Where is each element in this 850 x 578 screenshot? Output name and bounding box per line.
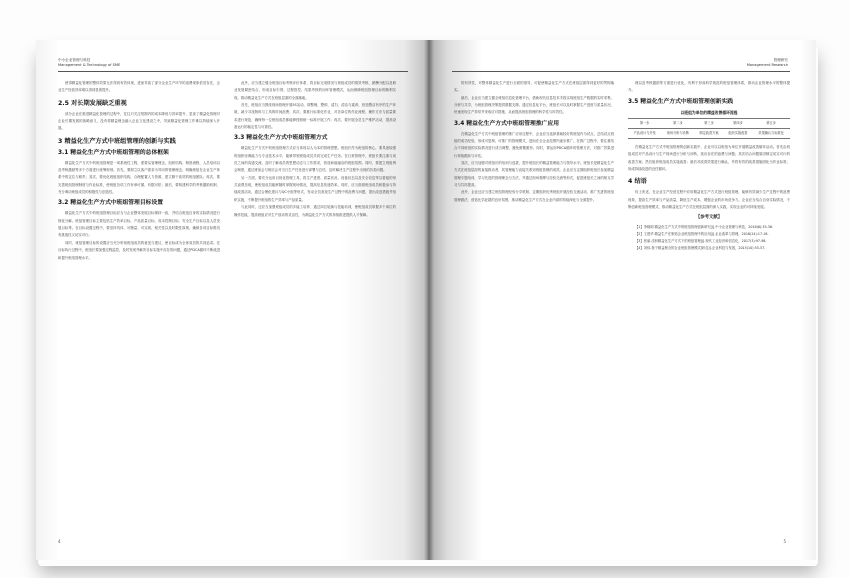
table-row [628, 119, 790, 129]
body-paragraph: 同时，班组管理目标的设置应当充分听取班组成员的意见与建议，使目标成为全体成员的共同追求。在目标执行过程中，班组长要加强过程监控，及时发现并解决目标实施中存在的问题，通过PDCA循环不断改进和提升班组管理水平。 [58, 240, 220, 260]
left-page-number: 4 [58, 539, 61, 544]
right-column-2 [628, 80, 790, 252]
body-paragraph: 最后，企业应当建立健全班组信息化管理平台，借助现代信息技术手段实现班组生产数据的实时采集、分析与共享，为班组管理决策提供数据支撑。通过信息化平台，班组长可以及时掌握生产进度与质量状况，快速发现生产异常并采取应对措施，从而提高班组管理的科学性与时效性。 [454, 95, 614, 115]
table-row [628, 129, 790, 139]
body-paragraph: 使得精益化管理的整体效果无法得到有效体现，进而导致了部分企业生产环节的浪费现象依旧存在，企业生产经营效率难以得到显著提升。 [58, 81, 220, 93]
table-cell: 第二步 [661, 119, 694, 129]
right-column-1 [454, 80, 614, 204]
table-cell: 组织实施改善 [723, 129, 752, 139]
reference-entry: 【1】李晓明.精益化生产方式中的班组管理创新研究[J].中小企业管理与科技，2018(6):35-36. [635, 224, 774, 229]
reference-entry: 【3】张丽.浅析精益化生产方式下的班组管理[J].现代工业经济和信息化，2017(3):97-98. [635, 238, 767, 243]
left-header-rule [58, 71, 408, 72]
body-paragraph: 此外，应当建立健全班组目标考核评价体系，将目标完成情况与班组成员的绩效考核、薪酬分配以及职业发展紧密结合，形成目标引领、过程管控、结果考核的闭环管理模式，从而保障班组管理目标的顺利实现，推动精益化生产方式在班组层面的全面落地。 [234, 81, 396, 100]
journal-title-cn: 中小企业管理与科技 [58, 58, 91, 62]
table-cell: 第五步 [752, 119, 790, 129]
body-paragraph: 另一方面，要充分运用目视化管理工具，将生产进度、质量状况、设备状态以及安全信息等以看板的形式直观呈现，使班组成员能够随时掌握现场情况，提高信息传递效率。同时，应当鼓励班组成员积极参与持续改善活动，通过合理化建议与QC小组等形式，发动全员查找生产过程中的浪费与问题，提出改进措施并组织实施，不断提升班组的生产效率与产品质量。 [234, 175, 396, 202]
left-running-head [58, 58, 120, 68]
table-cell: 现场分析与诊断 [661, 129, 694, 139]
section-heading: 2.5 对长期发展缺乏重视 [58, 99, 127, 107]
body-paragraph: 精益化生产方式中的班组管理是一项系统性工程，需要从管理理念、组织结构、制度流程、人员培训以及考核激励等多个方面进行统筹规划。首先，要树立以客户需求为导向的管理理念，明确班组在企业生产体系中的定位与职责；其次，要优化班组组织结构，合理配置人力资源，建立精干高效的班组团队；再次，要完善班组管理制度与作业标准，使班组各项工作有章可循、有据可依；最后，要构建科学的考核激励机制，充分调动班组成员的积极性与创造性。 [58, 160, 220, 195]
reference-entry: 【2】王建华.精益生产在制造企业班组管理中的应用[J].企业改革与管理，2016(24):17-18. [635, 231, 769, 236]
left-page [36, 40, 428, 560]
right-page-number: 5 [783, 539, 786, 544]
body-paragraph: 此外，企业还应当建立班组管理经验分享机制，定期组织优秀班组开展经验交流活动，推广先进的班组管理做法，营造比学赶超的良好氛围，推动精益化生产方式在企业内部的持续深化与全面提升。 [454, 190, 614, 202]
book-spine-gutter [424, 40, 434, 560]
body-paragraph: 理以及考核激励等方面进行优化，有利于形成科学规范的班组管理体系，推动企业管理水平的整体提升。 [628, 81, 790, 93]
body-paragraph: 部分企业在推进精益化管理的过程中，往往只关注短期内的成本降低与效率提升，忽视了精益化管理对企业长期发展的战略意义，没有将精益理念融入企业文化建设之中，导致精益化管理工作难以持续深入开展。 [58, 111, 220, 131]
body-paragraph: 其次，应当加强对班组长的培训与选拔，提升班组长的精益管理能力与领导水平。班组长是精益化生产方式在班组层面的直接推动者，其管理能力直接关系到班组管理的成效。企业应当定期组织班组长参加精益管理专题培训，学习先进的管理理念与方法，并通过现场观摩与经验交流等形式，促进班组长之间的相互学习与共同提高。 [454, 161, 614, 188]
body-paragraph: 的有效性，对整体精益化生产进行全面的指导，可促使精益化生产方式在班组层面得到更好的贯彻落实。 [454, 81, 614, 93]
subsection-heading: 3.5 精益化生产方式中班组管理创新实践 [628, 98, 734, 105]
table-cell: 制定改善方案 [695, 129, 724, 139]
body-paragraph: 在精益化生产方式中班组管理的推广应用过程中，企业应当选择基础较好的班组作为试点，总结试点班组的成功经验，形成可复制、可推广的管理模式，进而在全企业范围内逐步推广。在推广过程中，要注重结合不同班组的实际情况进行适当调整，避免照搬照抄。同时，要运用PDCA循环的管理方法，对推广效果进行持续跟踪与评估。 [454, 131, 614, 158]
reference-entry: 【4】刘伟.基于精益理念的企业班组管理模式探讨[J].企业科技与发展，2015(10):55-57. [635, 245, 766, 250]
left-column-2 [234, 80, 396, 219]
body-paragraph: 与此同时，还应当加强班组成员的多能工培养，通过岗位轮换与技能培训，使班组成员掌握多个岗位的操作技能，提高班组应对生产波动的灵活性，为精益化生产方式的持续推进提供人才保障。 [234, 205, 396, 217]
right-header-rule [452, 71, 790, 72]
subsection-heading: 3.4 精益化生产方式中班组管理推广应用 [454, 120, 560, 127]
table-cell: 第四步 [723, 119, 752, 129]
right-running-head [747, 58, 788, 68]
subsection-heading: 3.1 精益化生产方式中班组管理的总体框架 [58, 149, 169, 156]
section-title-en: Management Research [746, 63, 788, 67]
body-paragraph: 在精益化生产方式中班组管理的创新实践中，企业可以以班组为单位开展精益改善循环活动。首先由班组成员对产品设计与生产现场进行分析与诊断，找出存在的浪费与问题；其次结合问题原因制定切实可行的改善方案；然后组织班组成员实施改善；最后对改善效果进行确认，并将有效的改善措施固化为作业标准，形成持续改进的良性循环。 [628, 145, 790, 172]
section-heading: 3 精益化生产方式中班组管理的创新与实践 [58, 137, 176, 145]
section-title-cn: 管理研究 [773, 58, 788, 62]
body-paragraph: 精益化生产方式中的班组管理方式应当体现以人为本的管理思想。班组长作为班组的核心，要具备较强的组织协调能力与专业技术水平，能够带领班组成员共同完成生产任务。在日常管理中，班组长要注重与成员之间的沟通交流，及时了解成员的思想动态与工作需求，营造和谐融洽的班组氛围。同时，要建立班组例会制度，通过班前会与班后会对当日生产任务进行部署与总结，及时解决生产过程中出现的各类问题。 [234, 146, 396, 173]
body-paragraph: 综上所述，在企业生产经营过程中应用精益化生产方式进行班组管理，能够有效减少生产过程中的浪费现象，提高生产效率与产品质量，降低生产成本，增强企业的市场竞争力。企业应当结合自身实际情况，不断创新班组管理模式，推动精益化生产方式在班组层面的深入实践，实现企业的可持续发展。 [628, 190, 790, 210]
table-cell: 效果确认与标准化 [752, 129, 790, 139]
flow-table [628, 118, 790, 139]
table-cell: 产品设计与开发 [628, 129, 661, 139]
journal-title-en: Management & Technology of SME [58, 63, 121, 67]
subsection-heading: 3.3 精益化生产方式中班组管理方式 [234, 135, 328, 142]
section-heading: 4 结语 [628, 178, 647, 186]
body-paragraph: 精益化生产方式中的班组管理目标应当与企业整体发展目标保持一致，并结合班组自身的实际情况进行细化分解。班组管理目标主要包括生产效率目标、产品质量目标、成本控制目标、安全生产目标以及人员发展目标等。在目标设置过程中，要坚持具体、可衡量、可实现、相关性以及时限性原则，确保各项目标既具有挑战性又切实可行。 [58, 211, 220, 238]
right-page [428, 40, 816, 560]
table-cell: 第一步 [628, 119, 661, 129]
body-paragraph: 首先，班组应当围绕现场管理开展5S活动，即整理、整顿、清扫、清洁与素养，营造整洁有序的生产环境，减少寻找物料与工具的时间浪费；其次，要推行标准化作业，对各岗位的作业流程、操作方法与质量要求进行规范，确保每一位班组成员都能够按照统一标准开展工作；再次，要开展全员生产维护活动，提高设备运行的稳定性与可靠性。 [234, 103, 396, 130]
table-cell: 第三步 [695, 119, 724, 129]
table-caption: 以班组为单位的精益改善循环流程 [680, 109, 738, 115]
left-column-1 [58, 80, 220, 262]
subsection-heading: 3.2 精益化生产方式中班组管理目标设置 [58, 200, 164, 207]
references-title: 【参考文献】 [695, 215, 723, 221]
